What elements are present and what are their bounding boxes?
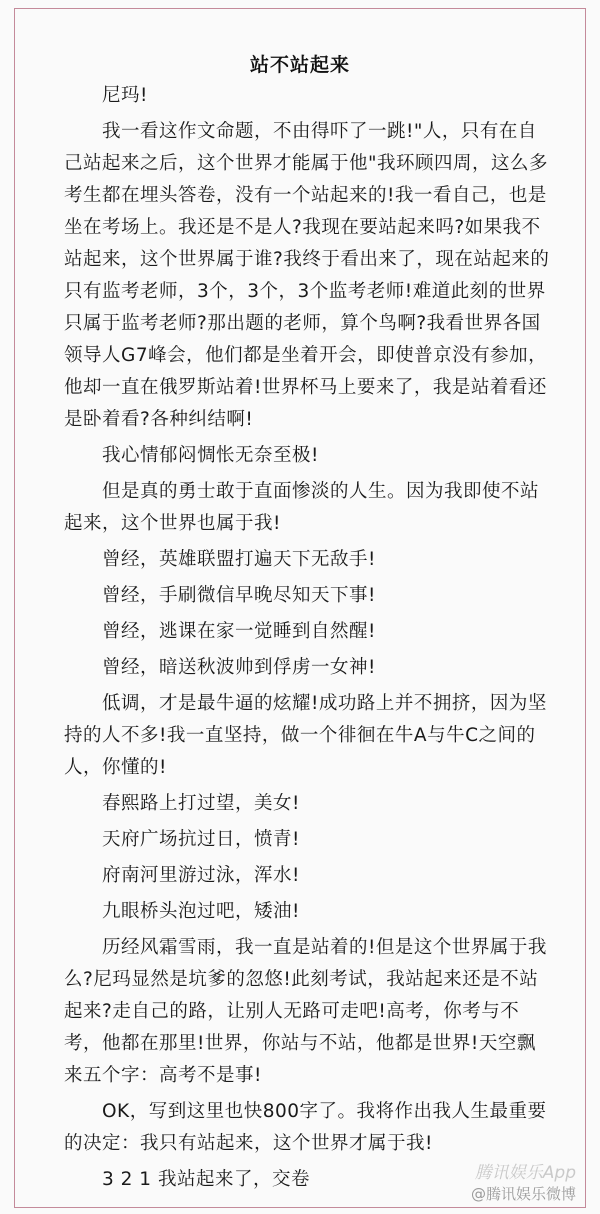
paragraph: 历经风霜雪雨，我一直是站着的!但是这个世界属于我么?尼玛显然是坑爹的忽悠!此刻考试，我站起来还是不站起来?走自己的路，让别人无路可走吧!高考，你考与不考，他都在那里!世界，你站与不站，他都是世界!天空飘来五个字：高考不是事! (64, 937, 547, 1086)
paragraph: 天府广场抗过日，愤青! (102, 829, 300, 850)
paper-border-bottom (14, 1207, 586, 1208)
essay-body (64, 80, 554, 1200)
paragraph: 曾经，暗送秋波帅到俘虏一女神! (102, 657, 376, 678)
paragraph: 低调，才是最牛逼的炫耀!成功路上并不拥挤，因为坚持的人不多!我一直坚持，做一个徘徊在牛A与牛C之间的人，你懂的! (64, 693, 547, 778)
paper-border-top (14, 8, 586, 9)
paragraph: 但是真的勇士敢于直面惨淡的人生。因为我即使不站起来，这个世界也属于我! (64, 481, 540, 534)
paragraph: 尼玛! (102, 85, 148, 106)
paper-border-right (585, 8, 586, 1208)
watermark-app: 腾讯娱乐App (474, 1163, 576, 1183)
paragraph: 九眼桥头泡过吧，矮油! (102, 901, 300, 922)
paragraph: 春熙路上打过望，美女! (102, 793, 300, 814)
paragraph: 府南河里游过泳，浑水! (102, 865, 300, 886)
paragraph: 曾经，英雄联盟打遍天下无敌手! (102, 549, 376, 570)
paper-border-left (14, 8, 15, 1208)
essay-title: 站不站起来 (249, 54, 350, 76)
paragraph: 曾经，手刷微信早晚尽知天下事! (102, 585, 376, 606)
paragraph: 3 2 1 我站起来了，交卷 (102, 1169, 310, 1190)
paragraph: OK，写到这里也快800字了。我将作出我人生最重要的决定：我只有站起来，这个世界才属于我! (64, 1101, 547, 1154)
watermark-handle: @腾讯娱乐微博 (470, 1185, 576, 1203)
paragraph: 曾经，逃课在家一觉睡到自然醒! (102, 621, 376, 642)
paragraph: 我一看这作文命题，不由得吓了一跳!"人，只有在自己站起来之后，这个世界才能属于他"我环顾四周，这么多考生都在埋头答卷，没有一个站起来的!我一看自己，也是坐在考场上。我还是不是人?我现在要站起来吗?如果我不站起来，这个世界属于谁?我终于看出来了，现在站起来的只有监考老师，3个，3个，3个监考老师!难道此刻的世界只属于监考老师?那出题的老师，算个鸟啊?我看世界各国领导人G7峰会，他们都是坐着开会，即使普京没有参加，他却一直在俄罗斯站着!世界杯马上要来了，我是站着看还是卧着看?各种纠结啊! (64, 121, 550, 430)
paragraph: 我心情郁闷惆怅无奈至极! (102, 445, 319, 466)
